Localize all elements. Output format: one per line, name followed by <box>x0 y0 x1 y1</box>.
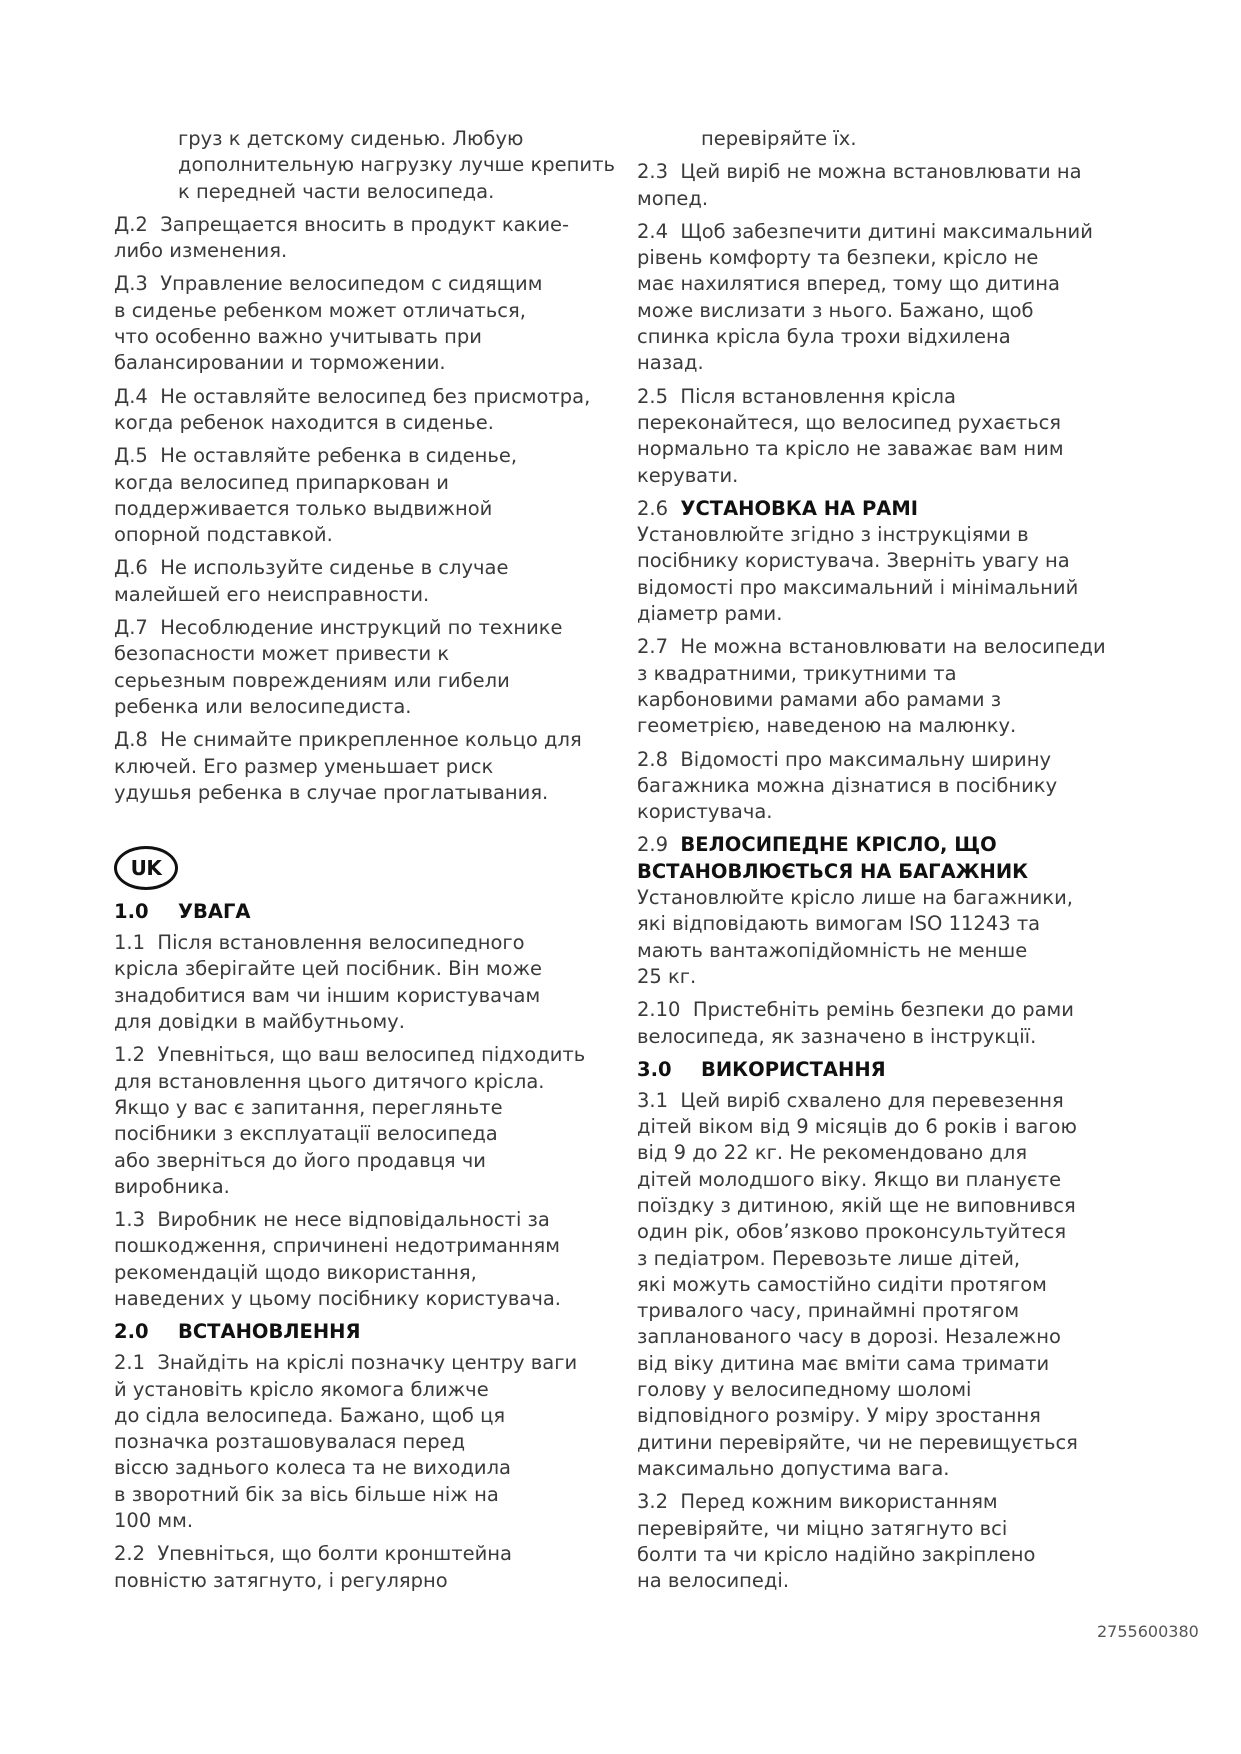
uk-item-2-6: 2.6 УСТАНОВКА НА РАМІ Установлюйте згідно з інструкціями в посібнику користувача. Зверніть увагу на відомості про максимальний і мінімальний діаметр рами. <box>637 496 1079 626</box>
ru-item-d3: Д.3 Управление велосипедом с сидящим в сиденье ребенком может отличаться, что особенно важно учитывать при балансировании и торможении. <box>114 272 543 375</box>
uk-item-3-1: 3.1 Цей виріб схвалено для перевезення дітей віком від 9 місяців до 6 років і вагою від 9 до 22 кг. Не рекомендовано для дітей молодшого віку. Якщо ви плануєте поїздку з дитиною, якій ще не виповнився один рік, обов’язково проконсультуйтеся з педіатром. Перевозьте лише дітей, які можуть самостійно сидіти протягом тривалого часу, принаймні протягом запланованого часу в дорозі. Незалежно від віку дитина має вміти сама тримати голову у велосипедному шоломі відповідного розміру. У міру зростання дитини перевіряйте, чи не перевищується максимально допустима вага. <box>637 1088 1078 1480</box>
uk-item-2-8: 2.8 Відомості про максимальну ширину багажника можна дізнатися в посібнику користувача. <box>637 747 1058 824</box>
subheading-frame-mount: УСТАНОВКА НА РАМІ <box>680 496 918 520</box>
section-heading-1: 1.0 УВАГА <box>114 900 251 924</box>
uk-item-1-2: 1.2 Упевніться, що ваш велосипед підходить для встановлення цього дитячого крісла. Якщо у вас є запитання, перегляньте посібники з експлуатації велосипеда або зверніться до його продавця чи виробника. <box>114 1043 586 1198</box>
intro-paragraph-right: перевіряйте їх. <box>701 127 857 150</box>
uk-item-2-7: 2.7 Не можна встановлювати на велосипеди з квадратними, трикутними та карбоновими рамами або рамами з геометрією, наведеною на малюнку. <box>637 635 1106 738</box>
ru-item-d5: Д.5 Не оставляйте ребенка в сиденье, когда велосипед припаркован и поддерживается только выдвижной опорной подставкой. <box>114 444 518 547</box>
ru-item-d6: Д.6 Не используйте сиденье в случае малейшей его неисправности. <box>114 556 509 606</box>
uk-item-2-3: 2.3 Цей виріб не можна встановлювати на мопед. <box>637 160 1082 210</box>
subheading-rack-seat-1: ВЕЛОСИПЕДНЕ КРІСЛО, ЩО <box>680 833 997 857</box>
language-badge-uk: UK <box>114 846 178 890</box>
section-heading-2: 2.0 ВСТАНОВЛЕННЯ <box>114 1320 361 1344</box>
ru-item-d4: Д.4 Не оставляйте велосипед без присмотра, когда ребенок находится в сиденье. <box>114 384 591 434</box>
uk-item-2-2: 2.2 Упевніться, що болти кронштейна повністю затягнуто, і регулярно <box>114 1542 512 1592</box>
document-code: 2755600380 <box>1097 1622 1199 1641</box>
ru-item-d7: Д.7 Несоблюдение инструкций по технике безопасности может привести к серьезным повреждениям или гибели ребенка или велосипедиста. <box>114 616 563 718</box>
uk-item-1-1: 1.1 Після встановлення велосипедного крісла зберігайте цей посібник. Він може знадобитися вам чи іншим користувачам для довідки в майбутньому. <box>114 931 543 1034</box>
left-column <box>114 126 614 1594</box>
uk-item-2-4: 2.4 Щоб забезпечити дитині максимальний рівень комфорту та безпеки, крісло не має нахилятися вперед, тому що дитина може вислизати з нього. Бажано, щоб спинка крісла була трохи відхилена назад. <box>637 219 1093 375</box>
uk-item-2-9: 2.9 ВЕЛОСИПЕДНЕ КРІСЛО, ЩО ВСТАНОВЛЮЄТЬСЯ НА БАГАЖНИК Установлюйте крісло лише на багажники, які відповідають вимогам ISO 11243 та мають вантажопідйомність не менше 25 кг. <box>637 832 1137 990</box>
uk-item-2-1: 2.1 Знайдіть на кріслі позначку центру ваги й установіть крісло якомога ближче до сідла велосипеда. Бажано, щоб ця позначка розташовувалася перед віссю заднього колеса та не виходила в зворотний бік за вісь більше ніж на 100 мм. <box>114 1351 578 1533</box>
uk-item-3-2: 3.2 Перед кожним використанням перевіряйте, чи міцно затягнуто всі болти та чи крісло надійно закріплено на велосипеді. <box>637 1490 1036 1593</box>
right-column <box>637 126 1137 1594</box>
uk-item-2-5: 2.5 Після встановлення крісла переконайтеся, що велосипед рухається нормально та крісло не заважає вам ним керувати. <box>637 384 1064 487</box>
ru-item-d8: Д.8 Не снимайте прикрепленное кольцо для ключей. Его размер уменьшает риск удушья ребенка в случае проглатывания. <box>114 728 582 804</box>
ru-item-d2: Д.2 Запрещается вносить в продукт какие- либо изменения. <box>114 212 570 263</box>
section-heading-3: 3.0 ВИКОРИСТАННЯ <box>637 1057 886 1081</box>
intro-paragraph-left: груз к детскому сиденью. Любую дополнительную нагрузку лучше крепить к передней части велосипеда. <box>178 127 615 203</box>
uk-item-1-3: 1.3 Виробник не несе відповідальності за пошкодження, спричинені недотриманням рекомендацій щодо використання, наведених у цьому посібнику користувача. <box>114 1208 561 1310</box>
subheading-rack-seat-2: ВСТАНОВЛЮЄТЬСЯ НА БАГАЖНИК <box>637 859 1029 883</box>
uk-item-2-10: 2.10 Пристебніть ремінь безпеки до рами велосипеда, як зазначено в інструкції. <box>637 998 1074 1048</box>
